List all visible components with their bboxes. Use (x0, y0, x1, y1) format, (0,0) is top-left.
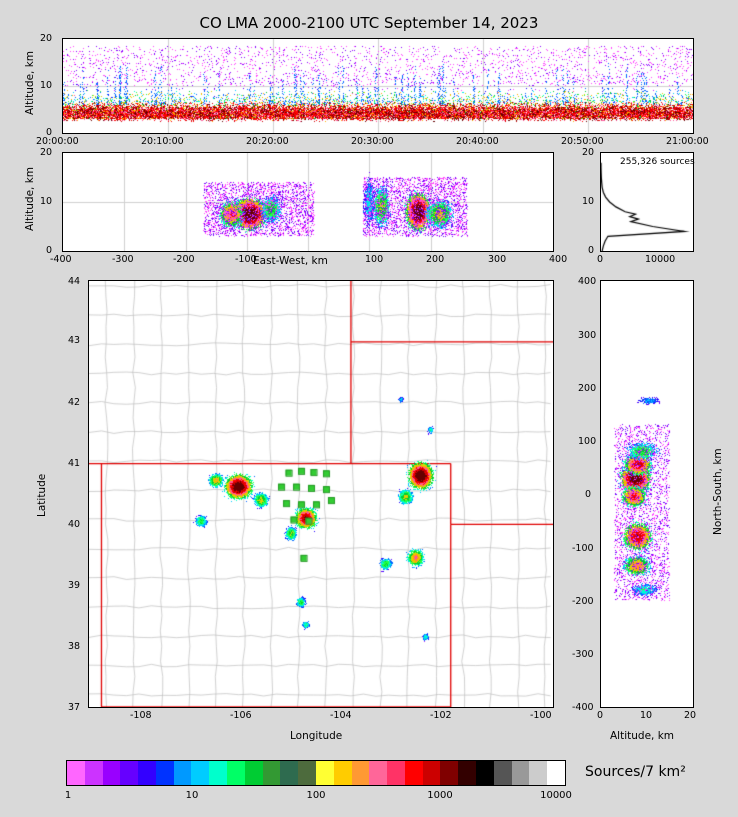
colorbar-swatch (156, 761, 174, 785)
time-height-ytick-10: 10 (40, 80, 53, 91)
colorbar-swatch (494, 761, 512, 785)
colorbar-label: Sources/7 km² (585, 764, 686, 780)
time-height-ytick-20: 20 (40, 33, 53, 44)
ew-height-ytick-20: 20 (40, 147, 53, 158)
time-height-xtick-5: 20:50:00 (561, 136, 604, 147)
time-height-xtick-0: 20:00:00 (36, 136, 79, 147)
map-ytick-44: 44 (68, 276, 81, 287)
ns-ytick-400: 400 (578, 276, 597, 287)
map-xlabel: Longitude (290, 730, 343, 742)
colorbar-swatch (191, 761, 209, 785)
ns-height-panel (600, 280, 694, 708)
time-height-ytick-0: 0 (46, 127, 53, 138)
colorbar-swatch (316, 761, 334, 785)
ew-height-xtick--200: -200 (173, 254, 195, 265)
time-height-ylabel: Altitude, km (24, 50, 36, 115)
map-ytick-37: 37 (68, 702, 81, 713)
colorbar-swatch (529, 761, 547, 785)
map-ytick-38: 38 (68, 641, 81, 652)
ns-xtick-0: 0 (597, 710, 604, 721)
map-ytick-42: 42 (68, 397, 81, 408)
ew-height-xtick-300: 300 (488, 254, 507, 265)
map-xtick--104: -104 (330, 710, 352, 721)
colorbar-swatch (405, 761, 423, 785)
ew-height-xtick-100: 100 (365, 254, 384, 265)
colorbar-swatch (440, 761, 458, 785)
time-height-xtick-1: 20:10:00 (141, 136, 184, 147)
colorbar-swatch (67, 761, 85, 785)
ns-ytick-300: 300 (578, 330, 597, 341)
hist-ytick-10: 10 (582, 196, 595, 207)
ns-ytick--400: -400 (572, 702, 594, 713)
hist-xtick-10000: 10000 (645, 254, 676, 265)
map-ylabel: Latitude (36, 473, 48, 517)
colorbar-swatch (423, 761, 441, 785)
ew-height-ytick-0: 0 (46, 245, 53, 256)
map-ytick-40: 40 (68, 519, 81, 530)
hist-ytick-20: 20 (582, 147, 595, 158)
ew-height-xtick--100: -100 (235, 254, 257, 265)
map-panel (88, 280, 554, 708)
ns-height-plot (601, 281, 693, 707)
map-ytick-41: 41 (68, 458, 81, 469)
colorbar-swatch (387, 761, 405, 785)
colorbar-swatch (512, 761, 530, 785)
ns-xtick-20: 20 (684, 710, 697, 721)
colorbar-swatch (245, 761, 263, 785)
colorbar-swatch (334, 761, 352, 785)
ew-height-xtick--300: -300 (112, 254, 134, 265)
colorbar-swatch (85, 761, 103, 785)
time-height-xtick-4: 20:40:00 (456, 136, 499, 147)
time-height-xtick-3: 20:30:00 (351, 136, 394, 147)
hist-ytick-0: 0 (588, 245, 595, 256)
map-xtick--102: -102 (430, 710, 452, 721)
map-xtick--108: -108 (130, 710, 152, 721)
colorbar-swatch (369, 761, 387, 785)
altitude-histogram-plot (601, 153, 693, 251)
colorbar-swatch (120, 761, 138, 785)
ew-height-xtick--400: -400 (50, 254, 72, 265)
ns-height-xlabel: Altitude, km (610, 730, 675, 742)
colorbar-swatch (547, 761, 565, 785)
ns-ytick-100: 100 (578, 436, 597, 447)
ew-height-xtick-200: 200 (426, 254, 445, 265)
ew-height-plot (63, 153, 553, 251)
colorbar-tick-1000: 1000 (427, 790, 453, 801)
colorbar-swatch (476, 761, 494, 785)
colorbar (66, 760, 566, 786)
colorbar-swatch (458, 761, 476, 785)
page-title: CO LMA 2000-2100 UTC September 14, 2023 (199, 14, 539, 32)
colorbar-swatch (103, 761, 121, 785)
colorbar-swatch (174, 761, 192, 785)
time-height-plot (63, 39, 693, 133)
map-ytick-43: 43 (68, 335, 81, 346)
ns-ytick--300: -300 (572, 649, 594, 660)
colorbar-tick-100: 100 (306, 790, 326, 801)
map-plot (89, 281, 553, 707)
time-height-xtick-6: 21:00:00 (666, 136, 709, 147)
colorbar-swatch (352, 761, 370, 785)
ns-ytick--100: -100 (572, 543, 594, 554)
map-xtick--106: -106 (230, 710, 252, 721)
colorbar-swatch (263, 761, 281, 785)
ew-height-panel (62, 152, 554, 252)
source-count-annotation: 255,326 sources (620, 157, 695, 167)
altitude-histogram-panel (600, 152, 694, 252)
colorbar-tick-10: 10 (185, 790, 199, 801)
ew-height-xlabel: East-West, km (253, 255, 328, 267)
map-ytick-39: 39 (68, 580, 81, 591)
hist-xtick-0: 0 (597, 254, 604, 265)
colorbar-tick-1: 1 (64, 790, 72, 801)
ns-xtick-10: 10 (640, 710, 653, 721)
ew-height-ylabel: Altitude, km (24, 166, 36, 231)
map-xtick--100: -100 (530, 710, 552, 721)
colorbar-swatch (227, 761, 245, 785)
ns-ytick--200: -200 (572, 596, 594, 607)
time-height-panel (62, 38, 694, 134)
colorbar-swatch (209, 761, 227, 785)
ns-height-ylabel: North-South, km (712, 448, 724, 535)
ew-height-xtick-400: 400 (549, 254, 568, 265)
ns-ytick-200: 200 (578, 383, 597, 394)
colorbar-tick-10000: 10000 (540, 790, 572, 801)
time-height-xtick-2: 20:20:00 (246, 136, 289, 147)
colorbar-swatch (280, 761, 298, 785)
colorbar-swatch (138, 761, 156, 785)
ew-height-ytick-10: 10 (40, 196, 53, 207)
ns-ytick-0: 0 (585, 489, 592, 500)
colorbar-swatch (298, 761, 316, 785)
